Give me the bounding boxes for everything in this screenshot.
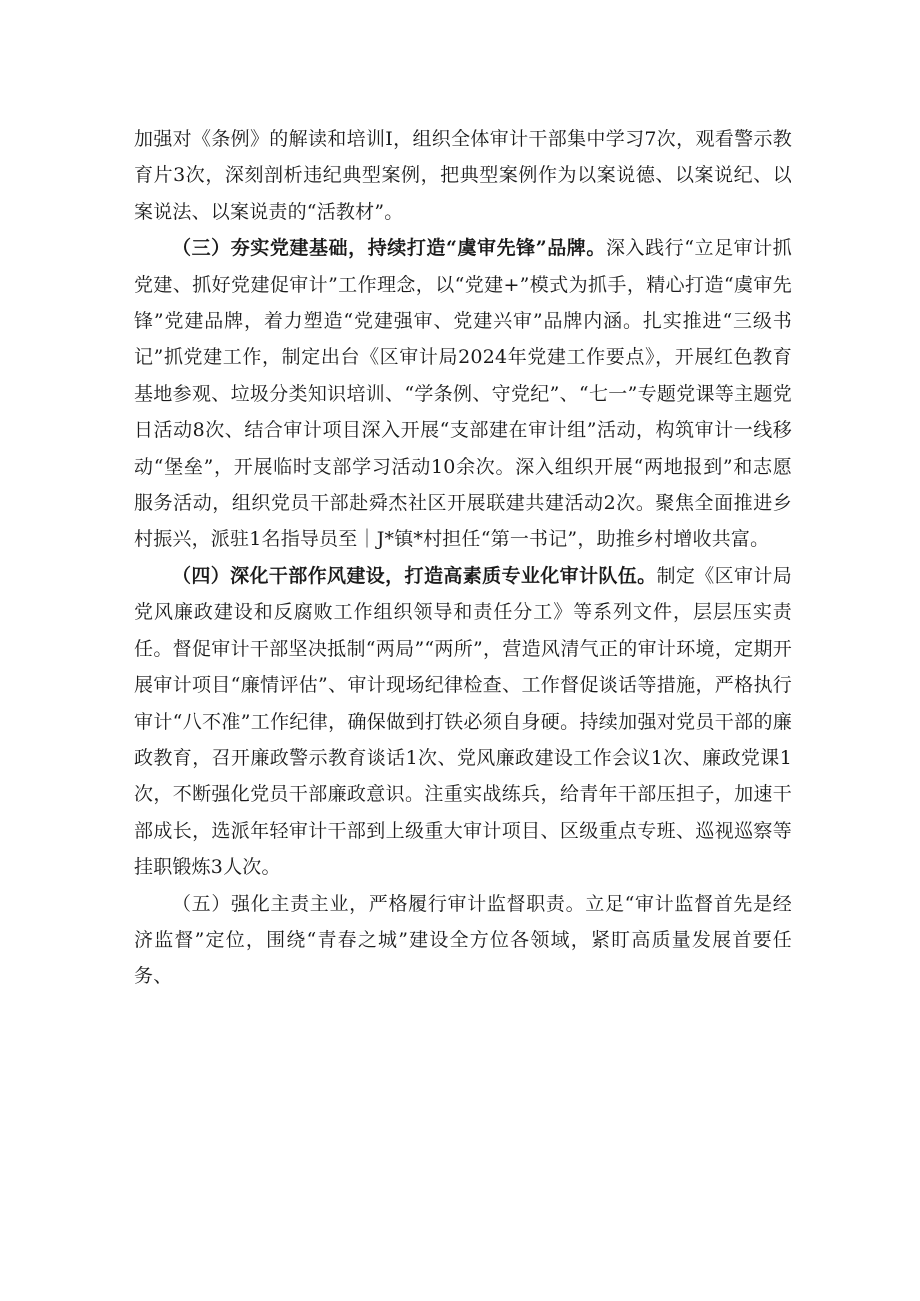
paragraph-4 [134, 886, 792, 995]
paragraph-4-text: （五）强化主责主业，严格履行审计监督职责。立足“审计监督首先是经济监督”定位，围绕“青春之城”建设全方位各领域，紧盯高质量发展首要任务、 [134, 892, 792, 988]
paragraph-2-text: 深入践行“立足审计抓党建、抓好党建促审计”工作理念，以“党建+”模式为抓手，精心打造“虞审先锋”党建品牌，着力塑造“党建强审、党建兴审”品牌内涵。扎实推进“三级书记”抓党建工作，制定出台《区审计局2024年党建工作要点》，开展红色教育基地参观、垃圾分类知识培训、“学条例、守党纪”、“七一”专题党课等主题党日活动8次、结合审计项目深入开展“支部建在审计组”活动，构筑审计一线移动“堡垒”，开展临时支部学习活动10余次。深入组织开展“两地报到”和志愿服务活动，组织党员干部赴舜杰社区开展联建共建活动2次。聚焦全面推进乡村振兴，派驻1名指导员至｜J*镇*村担任“第一书记”，助推乡村增收共富。 [134, 237, 792, 551]
paragraph-2-heading: （三）夯实党建基础，持续打造“虞审先锋”品牌。 [172, 237, 606, 260]
paragraph-3 [134, 558, 792, 886]
paragraph-2 [134, 230, 792, 558]
paragraph-3-text: 制定《区审计局党风廉政建设和反腐败工作组织领导和责任分工》等系列文件，层层压实责任。督促审计干部坚决抵制“两局”“两所”，营造风清气正的审计环境，定期开展审计项目“廉情评估”、审计现场纪律检查、工作督促谈话等措施，严格执行审计“八不准”工作纪律，确保做到打铁必须自身硬。持续加强对党员干部的廉政教育，召开廉政警示教育谈话1次、党风廉政建设工作会议1次、廉政党课1次，不断强化党员干部廉政意识。注重实战练兵，给青年干部压担子，加速干部成长，选派年轻审计干部到上级重大审计项目、区级重点专班、巡视巡察等挂职锻炼3人次。 [134, 564, 792, 879]
paragraph-1-text: 加强对《条例》的解读和培训I，组织全体审计干部集中学习7次，观看警示教育片3次，深刻剖析违纪典型案例，把典型案例作为以案说德、以案说纪、以案说法、以案说责的“活教材”。 [134, 128, 792, 223]
paragraph-1 [134, 121, 792, 230]
paragraph-3-heading: （四）深化干部作风建设，打造高素质专业化审计队伍。 [172, 564, 657, 587]
